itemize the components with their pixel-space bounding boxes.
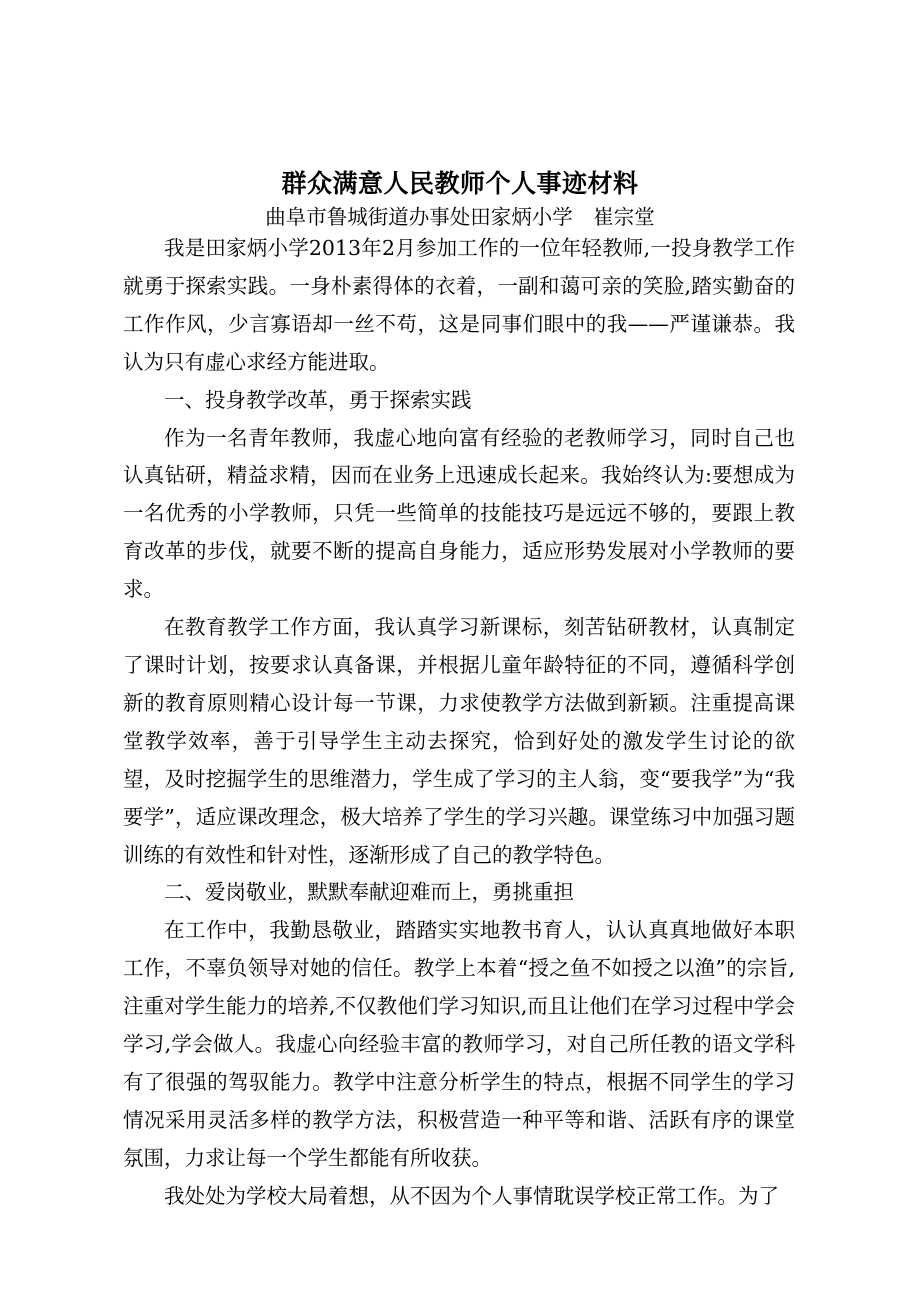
document-title: 群众满意人民教师个人事迹材料 [281,169,639,198]
section-heading-1: 一、投身教学改革，勇于探索实践 [164,387,472,412]
author-line: 曲阜市鲁城街道办事处田家炳小学 崔宗堂 [265,205,655,229]
document-body [123,230,795,1216]
body-paragraph-continued: 我处处为学校大局着想，从不因为个人事情耽误学校正常工作。为了 [164,1183,779,1208]
body-paragraph: 在教育教学工作方面，我认真学习新课标，刻苦钻研教材，认真制定了课时计划，按要求认真备课，并根据儿童年龄特征的不同，遵循科学创新的教育原则精心设计每一节课，力求使教学方法做到新颖。注重提高课堂教学效率，善于引导学生主动去探究，恰到好处的激发学生讨论的欲望，及时挖掘学生的思维潜力，学生成了学习的主人翁，变“要我学”为“我要学”，适应课改理念，极大培养了学生的学习兴趣。课堂练习中加强习题训练的有效性和针对性，逐渐形成了自己的教学特色。 [123,615,795,867]
intro-paragraph: 我是田家炳小学2013年2月参加工作的一位年轻教师,一投身教学工作就勇于探索实践。一身朴素得体的衣着，一副和蔼可亲的笑脸,踏实勤奋的工作作风，少言寡语却一丝不苟，这是同事们眼中的我——严谨谦恭。我认为只有虚心求经方能进取。 [123,236,795,374]
body-paragraph: 作为一名青年教师，我虚心地向富有经验的老教师学习，同时自己也认真钻研，精益求精，因而在业务上迅速成长起来。我始终认为:要想成为一名优秀的小学教师，只凭一些简单的技能技巧是远远不够的，要跟上教育改革的步伐，就要不断的提高自身能力，适应形势发展对小学教师的要求。 [123,425,795,602]
body-paragraph: 在工作中，我勤恳敬业，踏踏实实地教书育人，认认真真地做好本职工作，不辜负领导对她的信任。教学上本着“授之鱼不如授之以渔”的宗旨,注重对学生能力的培养,不仅教他们学习知识,而且让他们在学习过程中学会学习,学会做人。我虚心向经验丰富的教师学习，对自己所任教的语文学科有了很强的驾驭能力。教学中注意分析学生的特点，根据不同学生的学习情况采用灵活多样的教学方法，积极营造一种平等和谐、活跃有序的课堂氛围，力求让每一个学生都能有所收获。 [123,918,795,1170]
section-heading-2: 二、爱岗敬业，默默奉献迎难而上，勇挑重担 [164,880,574,905]
